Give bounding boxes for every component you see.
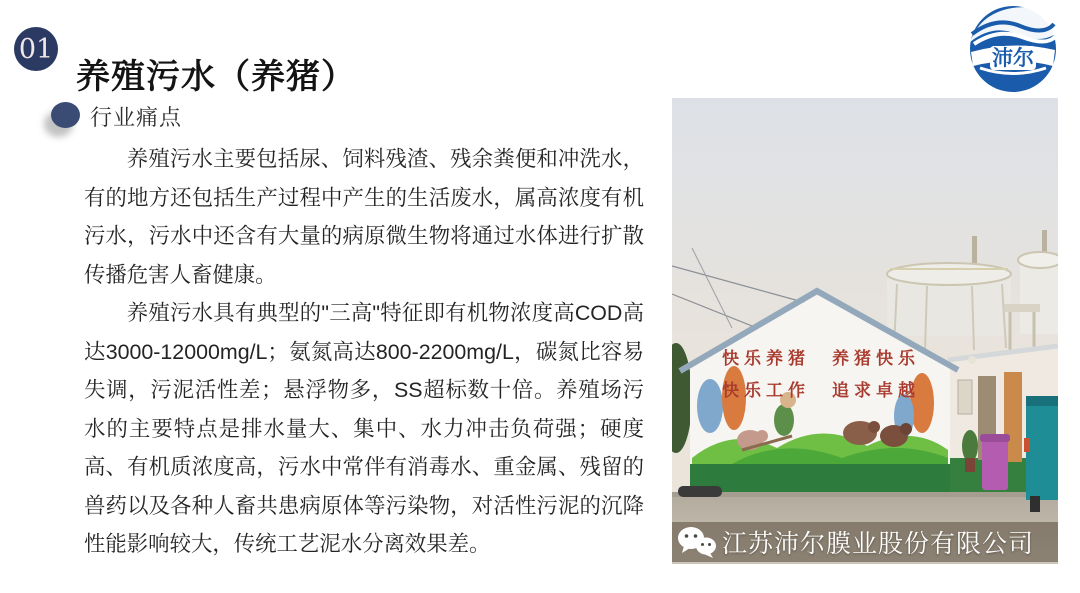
mural-slogan-line1: 快乐养猪 养猪快乐 [722,349,920,368]
section-bullet-icon [51,102,80,128]
company-watermark: 江苏沛尔膜业股份有限公司 [722,530,1035,558]
pig-farm-photo [672,98,1058,564]
section-heading: 行业痛点 [90,105,183,130]
wechat-icon [676,525,718,559]
svg-text:沛尔: 沛尔 [992,47,1034,70]
paragraph-three-highs: 养殖污水具有典型的"三高"特征即有机物浓度高COD高达3000-12000mg/L；氨氮高达800-2200mg/L，碳氮比容易失调，污泥活性差；悬浮物多，SS超标数十倍。养殖场污水的主要特点是排水量大、集中、水力冲击负荷强；硬度高、有机质浓度高，污水中常伴有消毒水、重金属、残留的兽药以及各种人畜共患病原体等污染物，对活性污泥的沉降性能影响较大，传统工艺泥水分离效果差。 [84,301,644,556]
photo-scene-art [672,98,1058,564]
pel-logo-icon [968,4,1058,94]
slide-title: 养殖污水（养猪） [76,56,356,97]
body-text-block [84,140,644,564]
paragraph-industry-overview: 养殖污水主要包括尿、饲料残渣、残余粪便和冲洗水，有的地方还包括生产过程中产生的生活废水，属高浓度有机污水，污水中还含有大量的病原微生物将通过水体进行扩散传播危害人畜健康。 [84,147,644,287]
slide-number-badge: 01 [14,27,58,71]
watermark-strip [672,522,1058,562]
mural-slogan-line2: 快乐工作 追求卓越 [722,381,920,400]
